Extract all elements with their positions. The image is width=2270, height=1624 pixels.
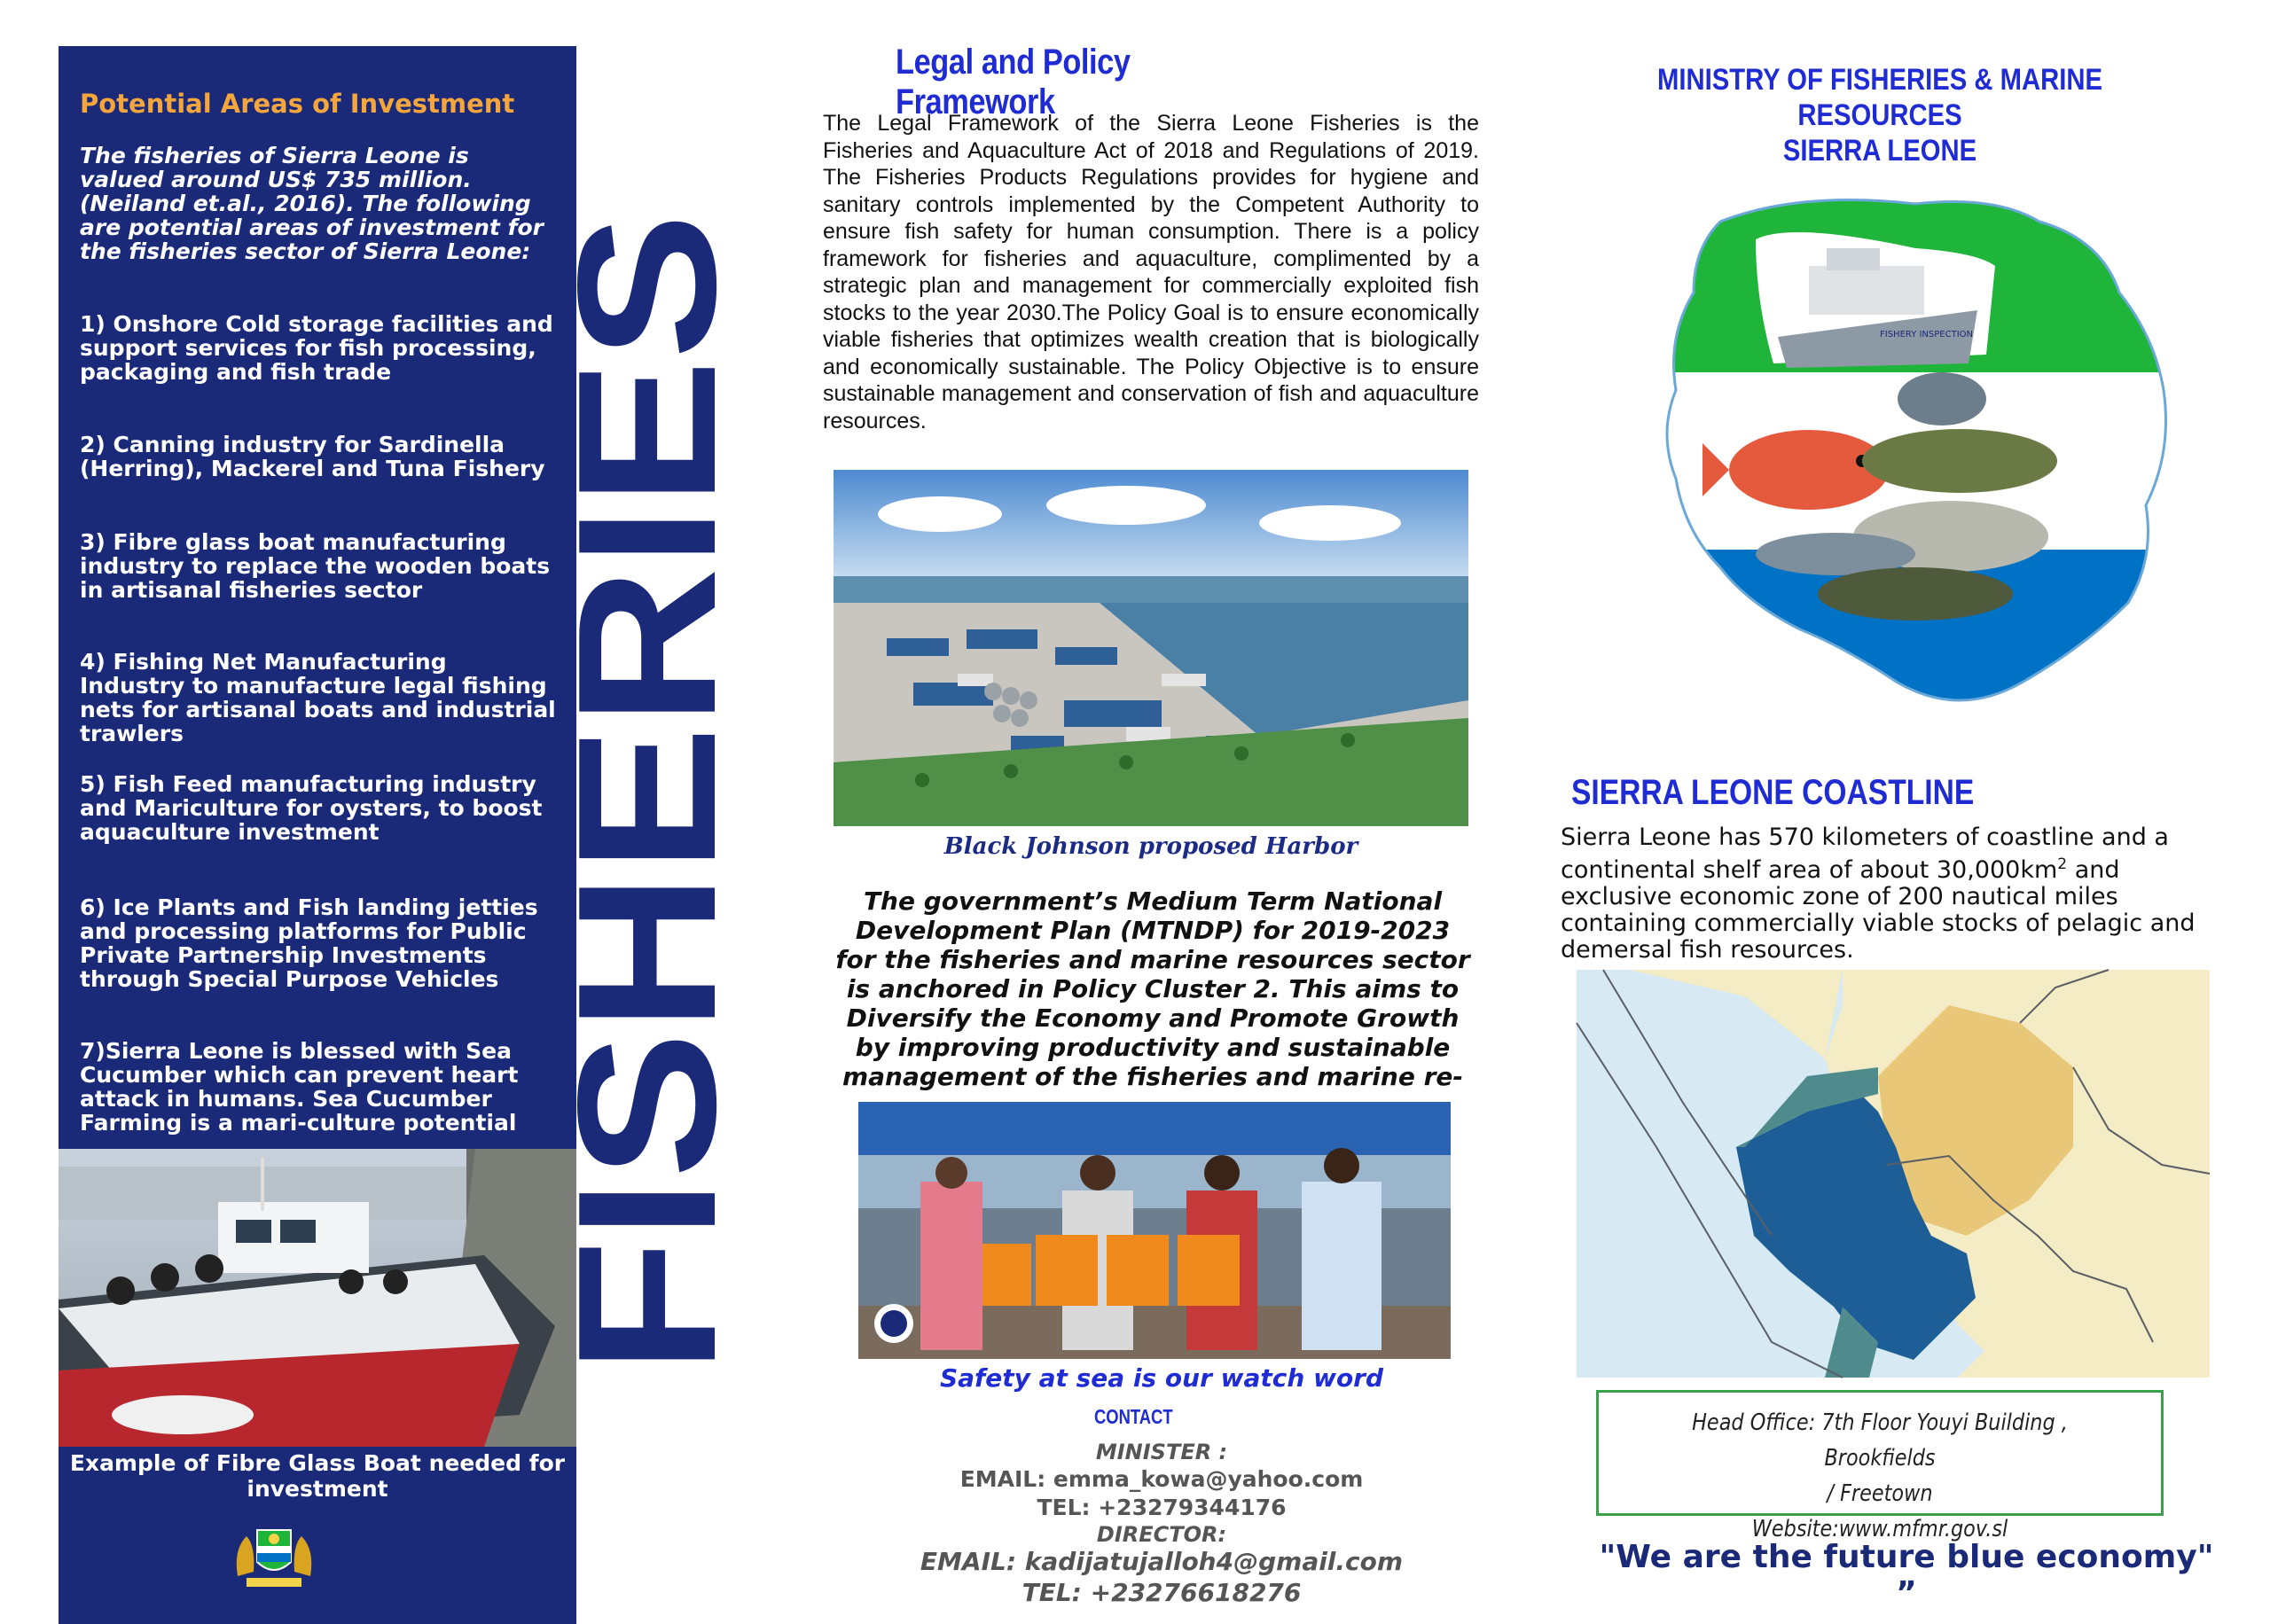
harbor-caption: Black Johnson proposed Harbor [943,833,1358,860]
safety-caption: Safety at sea is our watch word [939,1363,1384,1393]
coastline-body-part1: Sierra Leone has 570 kilometers of coastline and a continental shelf area of about 30,000km [1561,824,2169,884]
slogan: "We are the future blue economy" ” [1599,1539,2214,1612]
ministry-title [1590,62,2170,168]
vertical-fisheries-title [537,213,757,1374]
minister-tel: TEL: +23279344176 [1037,1495,1287,1520]
boat-hull-text: FISHERY INSPECTION [1880,330,1973,340]
coastline-body [1561,824,2199,964]
investment-item-5: 5) Fish Feed manufacturing industry and Mariculture for oysters, to boost aquaculture investment [80,771,543,845]
office-address-line2: / Freetown [1827,1480,1933,1507]
director-tel: TEL: +23276618276 [1022,1578,1302,1607]
harbor-photo [834,470,1468,826]
office-website[interactable]: Website:www.mfmr.gov.sl [1751,1516,2008,1542]
vertical-title-text: FISHERIES [537,335,757,1374]
ministry-title-line2: SIERRA LEONE [1782,134,1977,168]
legal-framework-title: Legal and Policy Framework [896,43,1131,121]
coastline-body-part2: and exclusive economic zone of 200 nautical miles containing commercially viable stocks of pelagic and demersal fish resources. [1561,856,2196,964]
fibre-glass-boat-photo [59,1149,576,1447]
minister-label: MINISTER : [1095,1440,1228,1464]
investment-heading: Potential Areas of Investment [80,89,515,119]
minister-email[interactable]: EMAIL: emma_kowa@yahoo.com [959,1466,1364,1492]
ministry-title-line1: MINISTRY OF FISHERIES & MARINE RESOURCES [1657,63,2102,132]
investment-intro: The fisheries of Sierra Leone is valued around US$ 735 million. (Neiland et.al., 2016). The following are potential areas of investment for the fisheries sector of Sierra Leone: [80,143,544,264]
mtndp-paragraph: The government’s Medium Term National Development Plan (MTNDP) for 2019-2023 for the fisheries and marine resources sector is anchored in Policy Cluster 2. This aims to Diversify the Economy and Promote Growth by improving productivity and sustainable management of the fisheries and marine re- [835,886,1470,1091]
ceremony-photo [858,1102,1451,1359]
director-email[interactable]: EMAIL: kadijatujalloh4@gmail.com [920,1547,1404,1576]
investment-item-2: 2) Canning industry for Sardinella (Herring), Mackerel and Tuna Fishery [80,432,545,481]
eez-coast-map [1577,970,2210,1378]
investment-item-6: 6) Ice Plants and Fish landing jetties and processing platforms for Public Private Partnership Investments through Special Purpose Vehicles [80,894,538,992]
investment-item-3: 3) Fibre glass boat manufacturing industry to replace the wooden boats in artisanal fisheries sector [80,529,551,603]
sierra-leone-fish-map-illustration [1623,186,2190,736]
director-label: DIRECTOR: [1096,1522,1227,1547]
investment-item-4: 4) Fishing Net Manufacturing Industry to manufacture legal fishing nets for artisanal boats and industrial trawlers [80,649,556,746]
coastline-body-superscript: 2 [2057,855,2068,873]
office-address-line1: Head Office: 7th Floor Youyi Building , Brookfields [1692,1409,2068,1472]
legal-framework-body: The Legal Framework of the Sierra Leone Fisheries is the Fisheries and Aquaculture Act of 2018 and Regulations of 2019. The Fisheries Products Regulations provides for hygiene and sanitary controls implemented by the Competent Authority to ensure fish safety for human consumption. There is a policy framework for fisheries and aquaculture, complimented by a strategic plan and management for commercially exploited fish stocks to the year 2030.The Policy Goal is to ensure economically viable fisheries that optimizes wealth creation that is biologically and economically sustainable. The Policy Objective is to ensure sustainable management and conservation of fish and aquaculture resources. [823,111,1479,433]
investment-item-7: 7)Sierra Leone is blessed with Sea Cucumber which can prevent heart attack in humans. Sea Cucumber Farming is a mari-culture potential [80,1038,519,1136]
contact-heading: CONTACT [1094,1405,1173,1428]
coastline-title: SIERRA LEONE COASTLINE [1571,773,1975,812]
coat-of-arms-icon [229,1523,319,1590]
boat-caption: Example of Fibre Glass Boat needed for investment [69,1450,566,1502]
investment-item-1: 1) Onshore Cold storage facilities and support services for fish processing, packaging and fish trade [80,311,553,385]
head-office-box [1596,1390,2164,1542]
